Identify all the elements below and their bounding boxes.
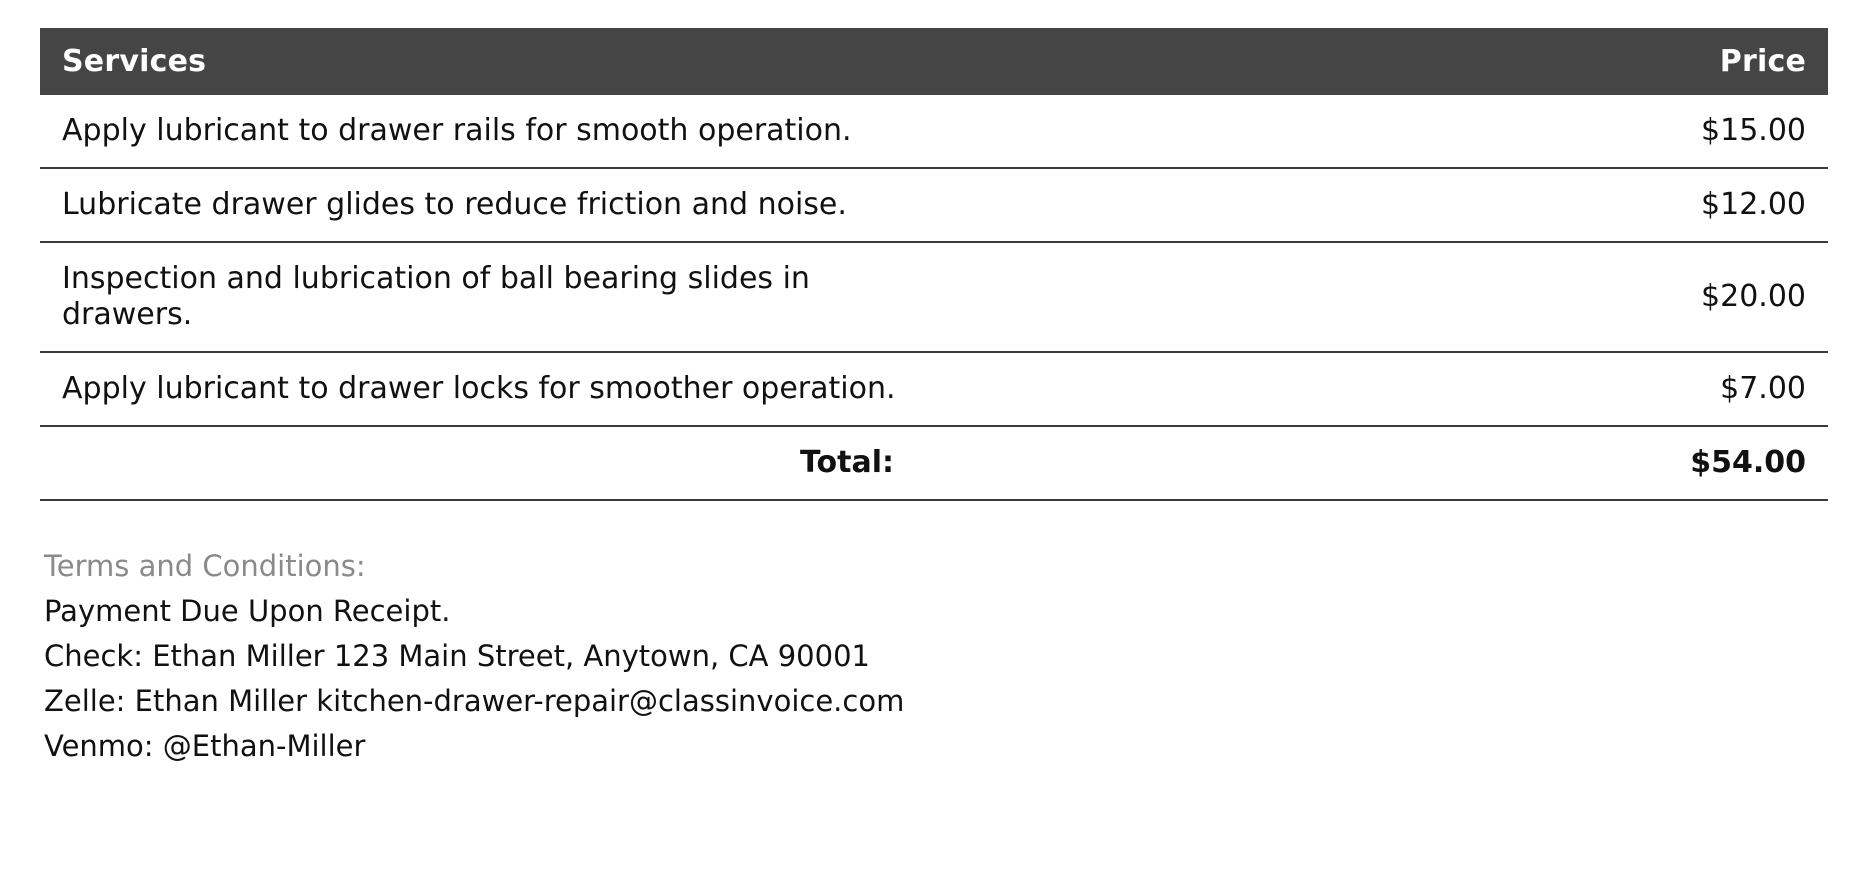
table-row — [40, 168, 1828, 242]
table-row — [40, 352, 1828, 426]
terms-line: Check: Ethan Miller 123 Main Street, Anytown, CA 90001 — [44, 638, 870, 673]
column-header-price: Price — [934, 28, 1828, 95]
terms-and-conditions — [40, 549, 1828, 769]
table-body — [40, 95, 1828, 500]
service-description: Lubricate drawer glides to reduce friction and noise. — [40, 168, 934, 242]
service-description: Apply lubricant to drawer locks for smoother operation. — [40, 352, 934, 426]
terms-line: Payment Due Upon Receipt. — [44, 594, 451, 628]
table-row — [40, 95, 1828, 168]
total-row — [40, 426, 1828, 500]
terms-line: Venmo: @Ethan-Miller — [44, 728, 366, 763]
table-header-row — [40, 28, 1828, 95]
service-description: Apply lubricant to drawer rails for smooth operation. — [40, 95, 934, 168]
service-price: $20.00 — [934, 242, 1828, 352]
column-header-services: Services — [40, 28, 934, 95]
service-price: $12.00 — [934, 168, 1828, 242]
total-amount: $54.00 — [934, 426, 1828, 500]
table-row — [40, 242, 1828, 352]
terms-title: Terms and Conditions: — [44, 549, 366, 583]
service-price: $15.00 — [934, 95, 1828, 168]
table-header — [40, 28, 1828, 95]
terms-line: Zelle: Ethan Miller kitchen-drawer-repair@classinvoice.com — [44, 683, 905, 718]
services-table — [40, 28, 1828, 501]
service-description: Inspection and lubrication of ball bearing slides in drawers. — [40, 242, 934, 352]
service-price: $7.00 — [934, 352, 1828, 426]
total-label: Total: — [40, 426, 934, 500]
